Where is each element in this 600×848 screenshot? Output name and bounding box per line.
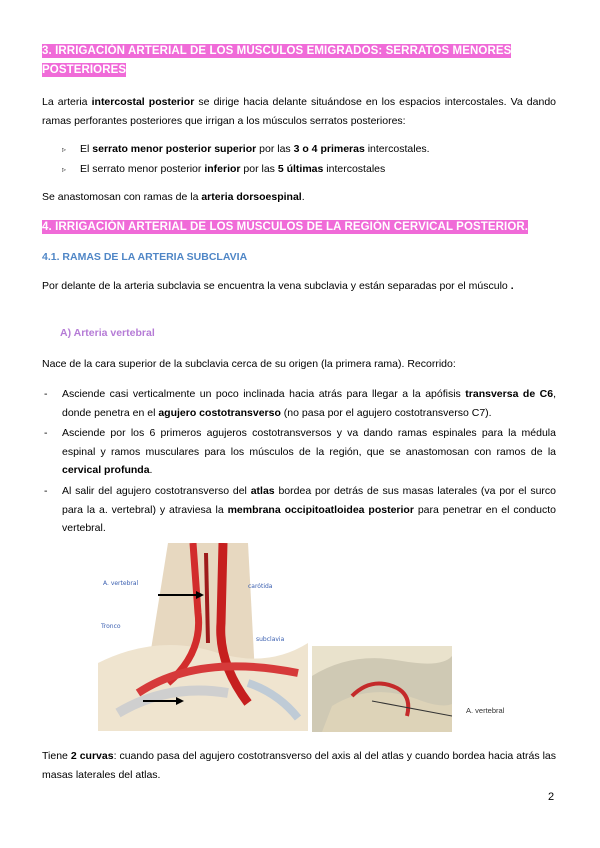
svg-text:A. vertebral: A. vertebral <box>103 580 139 587</box>
figure-label: A. vertebral <box>466 706 505 715</box>
svg-text:subclavia: subclavia <box>256 636 285 643</box>
paragraph: Tiene 2 curvas: cuando pasa del agujero costotransverso del axis al del atlas y cuando bordea hacia atrás las masas laterales del atlas. <box>42 750 556 781</box>
subsection-4-1-heading: 4.1. RAMAS DE LA ARTERIA SUBCLAVIA <box>42 251 248 263</box>
section3-anastomosis: Se anastomosan con ramas de la arteria dorsoespinal. <box>42 191 305 203</box>
vertebral-artery-illustration <box>98 543 308 731</box>
bullet-item: ▹ El serrato menor posterior superior por las 3 o 4 primeras intercostales. <box>80 140 430 159</box>
bullet-item: ▹ El serrato menor posterior inferior por las 5 últimas intercostales <box>80 160 385 179</box>
section3-heading: 3. IRRIGACIÓN ARTERIAL DE LOS MÚSCULOS EMIGRADOS: SERRATOS MENORES POSTERIORES <box>42 45 512 76</box>
section3-intro: La arteria intercostal posterior se dirige hacia delante situándose en los espacios intercostales. Va dando ramas perforantes posteriores que irrigan a los músculos serratos posteriores: <box>42 96 556 127</box>
triangle-bullet-icon: ▹ <box>62 145 67 154</box>
svg-text:Tronco: Tronco <box>101 623 121 630</box>
section4-heading: 4. IRRIGACIÓN ARTERIAL DE LOS MÚSCULOS DE LA REGIÓN CERVICAL POSTERIOR. <box>42 221 529 233</box>
paragraph: Por delante de la arteria subclavia se encuentra la vena subclavia y están separadas por el músculo . <box>42 280 514 292</box>
list-item: - Asciende casi verticalmente un poco inclinada hacia atrás para llegar a la apófisis transversa de C6, donde penetra en el agujero costotransverso (no pasa por el agujero costotransverso C7). <box>44 388 556 419</box>
list-item: - Al salir del agujero costotransverso del atlas bordea por detrás de sus masas laterales (va por el surco para la a. vertebral) y atraviesa la membrana occipitoatloidea posterior para penetrar en el conducto vertebral. <box>44 485 556 534</box>
triangle-bullet-icon: ▹ <box>62 165 67 174</box>
atlas-vertebral-artery-image <box>312 646 452 732</box>
svg-text:carótida: carótida <box>248 583 273 590</box>
page-number: 2 <box>548 791 555 803</box>
paragraph: Nace de la cara superior de la subclavia cerca de su origen (la primera rama). Recorrido: <box>42 358 456 370</box>
subsection-a-heading: A) Arteria vertebral <box>60 327 155 339</box>
list-item: - Asciende por los 6 primeros agujeros costotransversos y va dando ramas espinales para la médula espinal y ramos musculares para los músculos de la región, que se anastomosan con ramos de la cervical profunda. <box>44 427 556 476</box>
